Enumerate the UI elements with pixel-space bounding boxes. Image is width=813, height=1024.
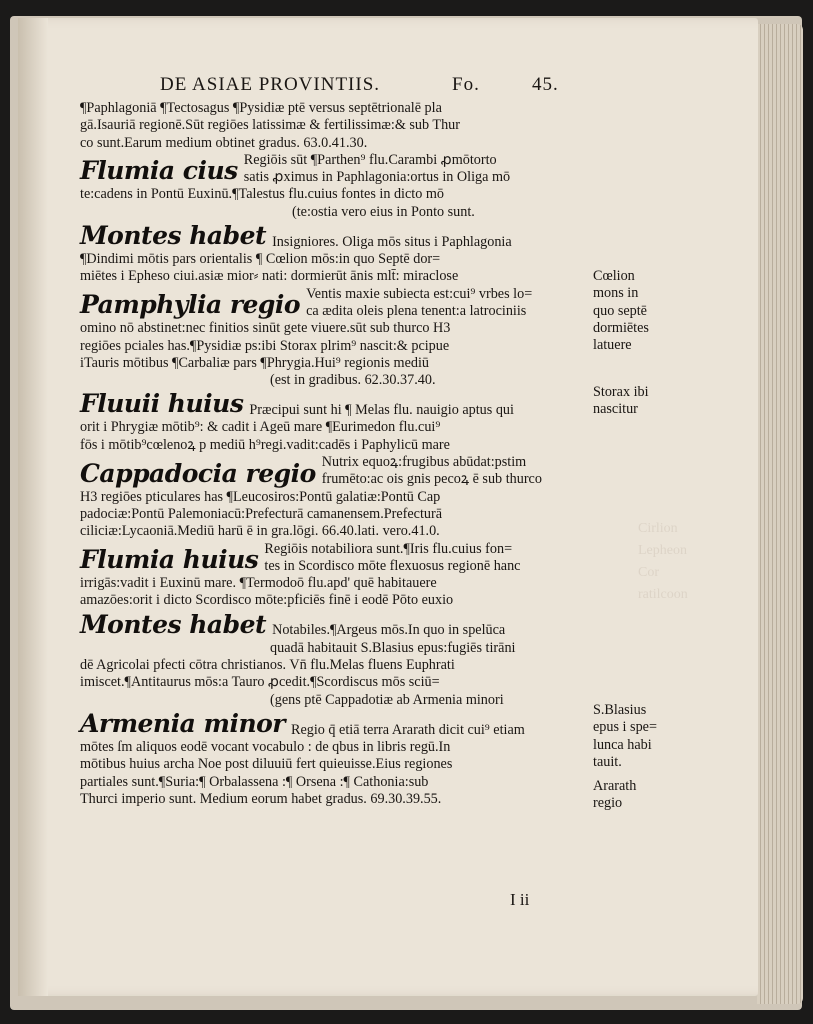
text-line: omino nō abstinet:nec finitios sinūt gete viuere.sūt sub thurco H3	[80, 320, 451, 337]
text-line: co sunt.Earum medium obtinet gradus. 63.0.41.30.	[80, 134, 368, 151]
section-montes-habet-2	[80, 610, 595, 640]
marginal-line: latuere	[593, 337, 632, 354]
text-line: mōtes ſm aliquos eodē vocant vocabulo : de qbus in libris regū.In	[80, 738, 451, 755]
text-line: Thurci imperio sunt. Medium eorum habet gradus. 69.30.39.55.	[80, 790, 442, 807]
text-line: frumēto:ac ois gnis pecoꝝ ē sub thurco	[321, 471, 542, 488]
main-text-column	[80, 100, 595, 808]
text-line: miētes i Epheso ciui.asiæ mior⸗ nati: dormierūt ānis mlt̄: miraclose	[80, 268, 459, 285]
marginal-line: quo septē	[593, 302, 647, 319]
section-cappadocia	[80, 454, 595, 489]
text-line: ¶Paphlagoniā ¶Tectosagus ¶Pysidiæ ptē versus septētrionalē pla	[80, 100, 442, 116]
marginal-line: epus i spe=	[593, 719, 657, 736]
text-line: quadā habitauit S.Blasius epus:fugiēs tirāni	[270, 639, 516, 656]
section-armenia-minor	[80, 709, 595, 739]
blackletter-heading: Montes habet	[80, 221, 267, 251]
text-line: mōtibus huius archa Noe post diluuiū fert quieuisse.Eius regiones	[80, 756, 453, 773]
marginal-line: Ararath	[593, 778, 637, 794]
marginal-note-coelion	[593, 268, 703, 354]
text-line: padociæ:Pontū Palemoniacū:Prefecturā camanensem.Prefecturā	[80, 505, 443, 522]
running-header	[160, 74, 600, 96]
text-line: tes in Scordisco mōte flexuosus regionē hanc	[264, 557, 521, 574]
marginal-line: lunca habi	[593, 736, 652, 753]
text-line: (est in gradibus. 62.30.37.40.	[270, 372, 436, 389]
text-line: regiōes pciales has.¶Pysidiæ ps:ibi Storax plrim⁹ nascit:& pcipue	[80, 337, 450, 354]
header-title: DE ASIAE PROVINTIIS.	[160, 74, 381, 95]
text-line: Nutrix equoꝝ:frugibus abūdat:pstim	[321, 454, 527, 471]
bleed-through-text: Cirlion Lepheon Cor ratilcoon	[638, 521, 688, 602]
text-line: ciliciæ:Lycaoniā.Mediū harū ē in gra.lōgi. 66.40.lati. vero.41.0.	[80, 523, 440, 540]
text-line: Præcipui sunt hi ¶ Melas flu. nauigio aptus qui	[249, 402, 514, 419]
section-fluuii-huius	[80, 389, 595, 419]
text-line: Regiōis notabiliora sunt.¶Iris flu.cuius fon=	[264, 540, 513, 557]
text-line: Regiōis sūt ¶Parthen⁹ flu.Carambi ꝓmōtorto	[243, 151, 497, 168]
text-line: ca ædita oleis plena tenent:a latrociniis	[306, 302, 527, 319]
text-line: amazōes:orit i dicto Scordisco mōte:pficiēs finē i eodē Pōto euxio	[80, 592, 454, 609]
section-pamphylia	[80, 286, 595, 321]
text-line: Ventis maxie subiecta est:cui⁹ vrbes lo=	[306, 285, 533, 302]
marginal-line: S.Blasius	[593, 702, 647, 718]
blackletter-heading: Cappadocia regio	[80, 458, 316, 488]
text-line: te:cadens in Pontū Euxinū.¶Talestus flu.cuius fontes in dicto mō	[80, 186, 445, 203]
blackletter-heading: Montes habet	[80, 609, 267, 639]
blackletter-heading: Fluuii huius	[80, 389, 244, 419]
text-line: orit i Phrygiæ mōtib⁹: & cadit i Ageū mare ¶Eurimedon flu.cui⁹	[80, 419, 441, 436]
text-line: fōs i mōtib⁹cœlenoꝝ p mediū h⁹regi.vadit:cadēs i Paphylicū mare	[80, 436, 450, 453]
marginal-note-storax	[593, 384, 703, 419]
text-line: partiales sunt.¶Suria:¶ Orbalassena :¶ Orsena :¶ Cathonia:sub	[80, 773, 429, 790]
page-edges	[757, 24, 803, 1004]
marginal-line: regio	[593, 795, 623, 812]
marginal-line: mons in	[593, 285, 639, 302]
text-line: Insigniores. Oliga mōs situs i Paphlagonia	[272, 233, 512, 250]
marginal-note-blasius	[593, 702, 703, 771]
blackletter-heading: Pamphylia regio	[80, 290, 301, 320]
text-line: Notabiles.¶Argeus mōs.In quo in spelūca	[272, 622, 506, 639]
text-line: Regio q̄ etiā terra Ararath dicit cui⁹ etiam	[290, 721, 525, 738]
signature-mark: I ii	[510, 890, 530, 909]
section-montes-habet-1	[80, 221, 595, 251]
marginal-line: dormiētes	[593, 319, 649, 336]
text-line: dē Agricolai pfecti cōtra christianos. Vn̄ flu.Melas fluens Euphrati	[80, 657, 455, 674]
blackletter-heading: Armenia minor	[80, 708, 285, 738]
text-line: H3 regiōes pticulares has ¶Leucosiros:Pontū galatiæ:Pontū Cap	[80, 488, 441, 505]
folio-number: 45.	[532, 74, 559, 95]
text-line: iTauris mōtibus ¶Carbaliæ pars ¶Phrygia.Hui⁹ regionis mediū	[80, 354, 429, 371]
section-flumina-huius	[80, 541, 595, 576]
text-line: irrigās:vadit i Euxinū mare. ¶Termodoō flu.apd' quē habitauere	[80, 575, 437, 592]
marginal-line: nascitur	[593, 401, 638, 418]
text-line: ¶Dindimi mōtis pars orientalis ¶ Cœlion mōs:in quo Septē dor=	[80, 251, 441, 268]
page-gutter-shadow	[18, 18, 48, 996]
text-line: imiscet.¶Antitaurus mōs:a Tauro ꝓcedit.¶Scordiscus mōs sciū=	[80, 674, 440, 691]
folio-label: Fo.	[452, 74, 480, 95]
text-line: satis ꝓximus in Paphlagonia:ortus in Oliga mō	[243, 169, 511, 186]
marginal-line: Storax ibi	[593, 384, 649, 400]
text-line: gā.Isauriā regionē.Sūt regiōes latissimæ & fertilissimæ:& sub Thur	[80, 117, 460, 134]
marginal-note-ararath	[593, 778, 703, 813]
text-line: (te:ostia vero eius in Ponto sunt.	[292, 203, 475, 220]
text-line: (gens ptē Cappadotiæ ab Armenia minori	[270, 691, 504, 708]
section-flumina-cius	[80, 152, 595, 187]
blackletter-heading: Flumia huius	[80, 545, 259, 575]
marginal-line: Cœlion	[593, 268, 635, 284]
blackletter-heading: Flumia cius	[80, 156, 238, 186]
marginal-line: tauit.	[593, 753, 622, 770]
